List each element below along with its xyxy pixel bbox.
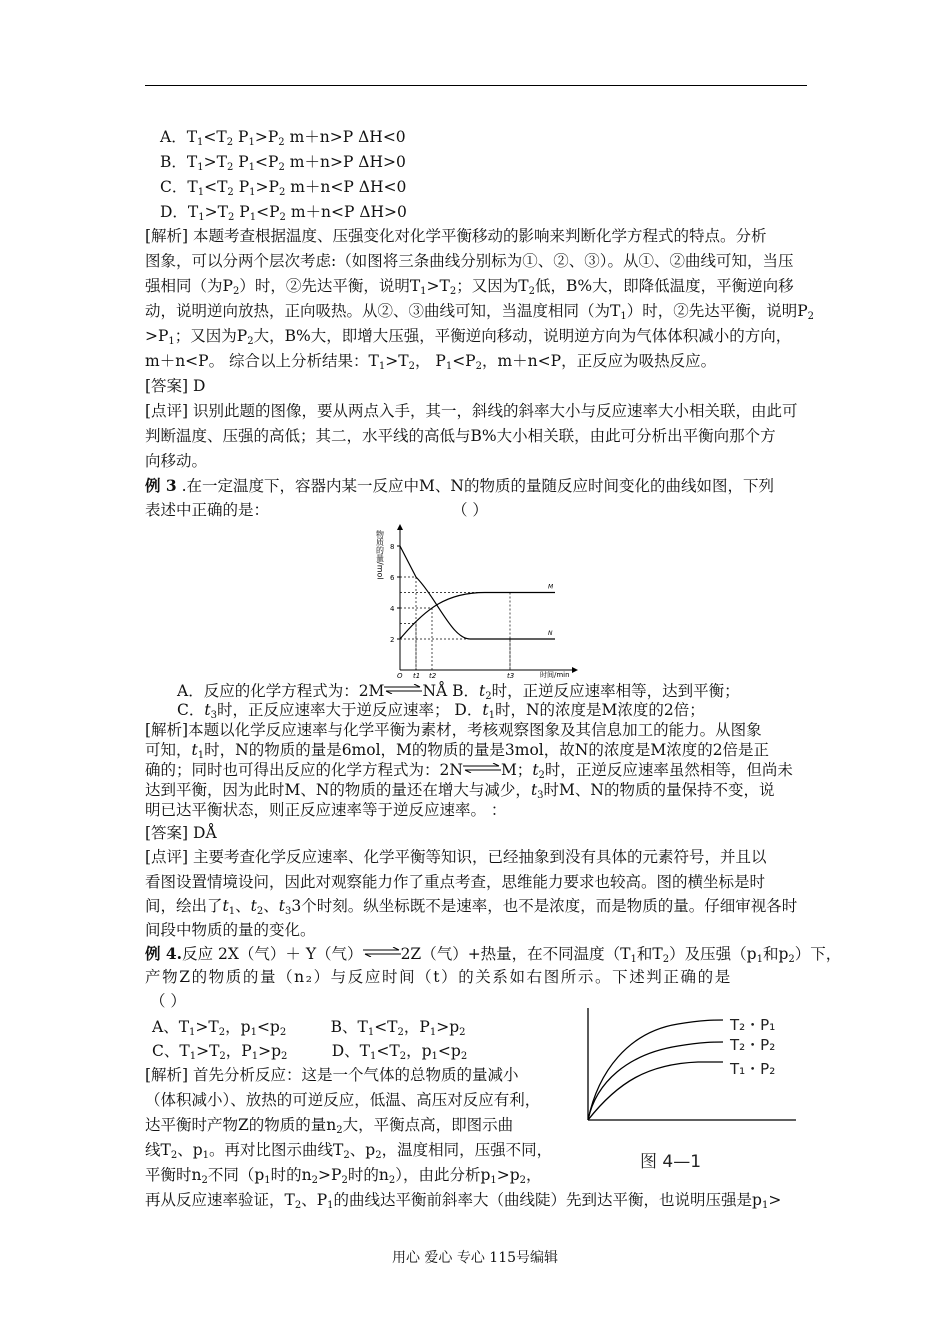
ex2-analysis-line: 图象，可以分两个层次考虑:（如图将三条曲线分别标为①、②、③）。从①、②曲线可知，当压: [145, 252, 794, 270]
ex2-comment-line: 向移动。: [145, 452, 208, 470]
equilibrium-arrow-icon: [384, 684, 422, 694]
ex4-question-line: 产物Z的物质的量（n₂）与反应时间（t）的关系如右图所示。下述判正确的是: [145, 968, 732, 986]
ex4-label: 例 4.: [145, 944, 183, 963]
x-tick-label: O: [397, 672, 403, 680]
ex3-comment-line: [点评] 主要考查化学反应速率、化学平衡等知识，已经抽象到没有具体的元素符号，并且以: [145, 848, 767, 866]
ex2-analysis-line: [解析] 本题考查根据温度、压强变化对化学平衡移动的影响来判断化学方程式的特点。分析: [145, 227, 767, 245]
x-tick-label: t2: [429, 672, 437, 680]
ex3-comment-line: 间，绘出了$t_1$、$t_2$、$t_33$个时刻。纵坐标既不是速率，也不是浓度，而是物质的量。仔细审视各时: [145, 897, 798, 917]
curve-t2-p1: [588, 1020, 723, 1120]
x-tick-label: t1: [413, 672, 421, 680]
x-axis-label: 时间/min: [540, 671, 570, 679]
ex2-option-d: D．$T_1>T_2$ $P_1<P_2$ m＋n<P ΔH>0: [160, 203, 407, 223]
ex3-options-ab: A．反应的化学方程式为：2M NÅ B．$t_2$时，正逆反应速率相等，达到平衡；: [177, 682, 740, 702]
equilibrium-arrow-icon: [463, 763, 501, 773]
ex2-option-b: B．$T_1>T_2$ $P_1<P_2$ m＋n>P ΔH>0: [160, 153, 406, 173]
ex3-analysis-line: 明已达平衡状态，则正反应速率等于逆反应速率。 ：: [145, 801, 507, 819]
ex2-option-c: C．$T_1<T_2$ $P_1>P_2$ m＋n<P ΔH<0: [160, 178, 407, 198]
ex4-analysis-line: 线$T_2$、$p_1$。再对比图示曲线$T_2$、$p_2$，温度相同，压强不同，: [145, 1141, 553, 1161]
ex4-analysis-line: 再从反应速率验证，$T_2$、$P_1$的曲线达平衡前斜率大（曲线陡）先到达平衡，也说明压强是$p_1>$: [145, 1191, 782, 1211]
equilibrium-arrow-icon: [363, 947, 401, 957]
ex4-question-line: 例 4.反应 2X（气）＋ Y（气） 2Z（气）+热量，在不同温度（$T_1$和$T_2$）及压强（$p_1$和$p_2$）下，: [145, 944, 842, 965]
series-label-t1-p2: T₁・P₂: [730, 1060, 776, 1078]
y-tick-label: 8: [390, 543, 395, 551]
ex3-analysis-line: 可知，$t_1$时，N的物质的量是6mol，M的物质的量是3mol，故N的浓度是M浓度的2倍是正: [145, 741, 770, 761]
chart-caption: 图 4—1: [640, 1152, 702, 1172]
ex2-analysis-line: m＋n<P。 综合以上分析结果：$T_1>T_2$， $P_1<P_2$，m＋n<P，正反应为吸热反应。: [145, 352, 717, 372]
curve-t2-p2: [588, 1042, 723, 1120]
ex3-analysis-line: 达到平衡，因为此时M、N的物质的量还在增大与减少，$t_3$时M、N的物质的量保持不变，说: [145, 781, 775, 801]
ex2-comment-line: 判断温度、压强的高低；其二，水平线的高低与B%大小相关联，由此可分析出平衡向那个方: [145, 427, 776, 445]
series-m-line: [400, 593, 555, 640]
ex2-analysis-line: $>P_1$；又因为$P_2$大，B%大，即增大压强，平衡逆向移动，说明逆方向为气体体积减小的方向，: [145, 327, 792, 347]
ex3-question-line: 表述中正确的是：: [145, 501, 270, 519]
ex4-analysis-line: 达平衡时产物Z的物质的量$n_2$大，平衡点高，即图示曲: [145, 1116, 514, 1136]
y-tick-label: 2: [390, 636, 395, 644]
ex3-analysis-line: 确的；同时也可得出反应的化学方程式为：2N M；$t_2$时，正逆反应速率虽然相等，但尚未: [145, 761, 793, 781]
ex2-answer: [答案] D: [145, 377, 206, 395]
ex2-option-a: A．$T_1<T_2$ $P_1>P_2$ m＋n>P ΔH<0: [160, 128, 406, 148]
ex3-label: 例 3: [145, 476, 177, 495]
ex3-answer-paren: （ ）: [452, 501, 488, 519]
ex3-comment-line: 间段中物质的量的变化。: [145, 921, 316, 939]
ex4-options-cd: C、$T_1>T_2$，$P_1>p_2$ D、$T_1<T_2$，$p_1<p_2$: [152, 1042, 468, 1062]
series-label-t2-p1: T₂・P₁: [730, 1016, 776, 1034]
x-tick-label: t3: [507, 672, 515, 680]
ex4-chart: [578, 1002, 800, 1182]
ex4-analysis-line: [解析] 首先分析反应：这是一个气体的总物质的量减小: [145, 1066, 519, 1084]
ex4-analysis-line: （体积减小）、放热的可逆反应，低温、高压对反应有利，: [145, 1091, 541, 1109]
header-rule: [145, 85, 807, 86]
series-label-t2-p2: T₂・P₂: [730, 1036, 776, 1054]
y-axis-label: 物质的量/mol: [375, 530, 385, 580]
ex4-analysis-line: 平衡时$n_2$不同（$p_1$时的$n_2>P_2$时的$n_2$），由此分析$p_1>p_2$，: [145, 1166, 542, 1186]
series-n-label: N: [548, 630, 553, 637]
page-footer: 用心 爱心 专心 115号编辑: [391, 1250, 559, 1266]
ex3-comment-line: 看图设置情境设问，因此对观察能力作了重点考查，思维能力要求也较高。图的横坐标是时: [145, 873, 766, 891]
series-m-label: M: [548, 583, 554, 591]
ex2-comment-line: [点评] 识别此题的图像，要从两点入手，其一，斜线的斜率大小与反应速率大小相关联，由此可: [145, 402, 798, 420]
y-tick-label: 4: [390, 605, 395, 613]
y-tick-label: 6: [390, 574, 395, 582]
ex3-answer: [答案] DÅ: [145, 824, 217, 842]
ex3-options-cd: C．$t_3$时，正反应速率大于逆反应速率； D．$t_1$时，N的浓度是M浓度的2倍；: [177, 701, 705, 721]
ex4-answer-paren: （ ）: [150, 992, 186, 1010]
ex2-analysis-line: 强相同（为$P_2$）时，②先达平衡，说明$T_1>T_2$；又因为$T_2$低，B%大，即降低温度，平衡逆向移: [145, 277, 794, 297]
ex3-question-line: 例 3 .在一定温度下，容器内某一反应中M、N的物质的量随反应时间变化的曲线如图，下列: [145, 476, 774, 495]
ex3-analysis-line: [解析]本题以化学反应速率与化学平衡为素材，考核观察图象及其信息加工的能力。从图象: [145, 721, 762, 739]
ex2-analysis-line: 动，说明逆向放热，正向吸热。从②、③曲线可知，当温度相同（为$T_1$）时，②先达平衡，说明$P_2$: [145, 302, 815, 322]
ex4-options-ab: A、$T_1>T_2$，$p_1<p_2$ B、$T_1<T_2$，$P_1>p_2$: [152, 1018, 466, 1038]
ex3-chart: [370, 520, 585, 680]
